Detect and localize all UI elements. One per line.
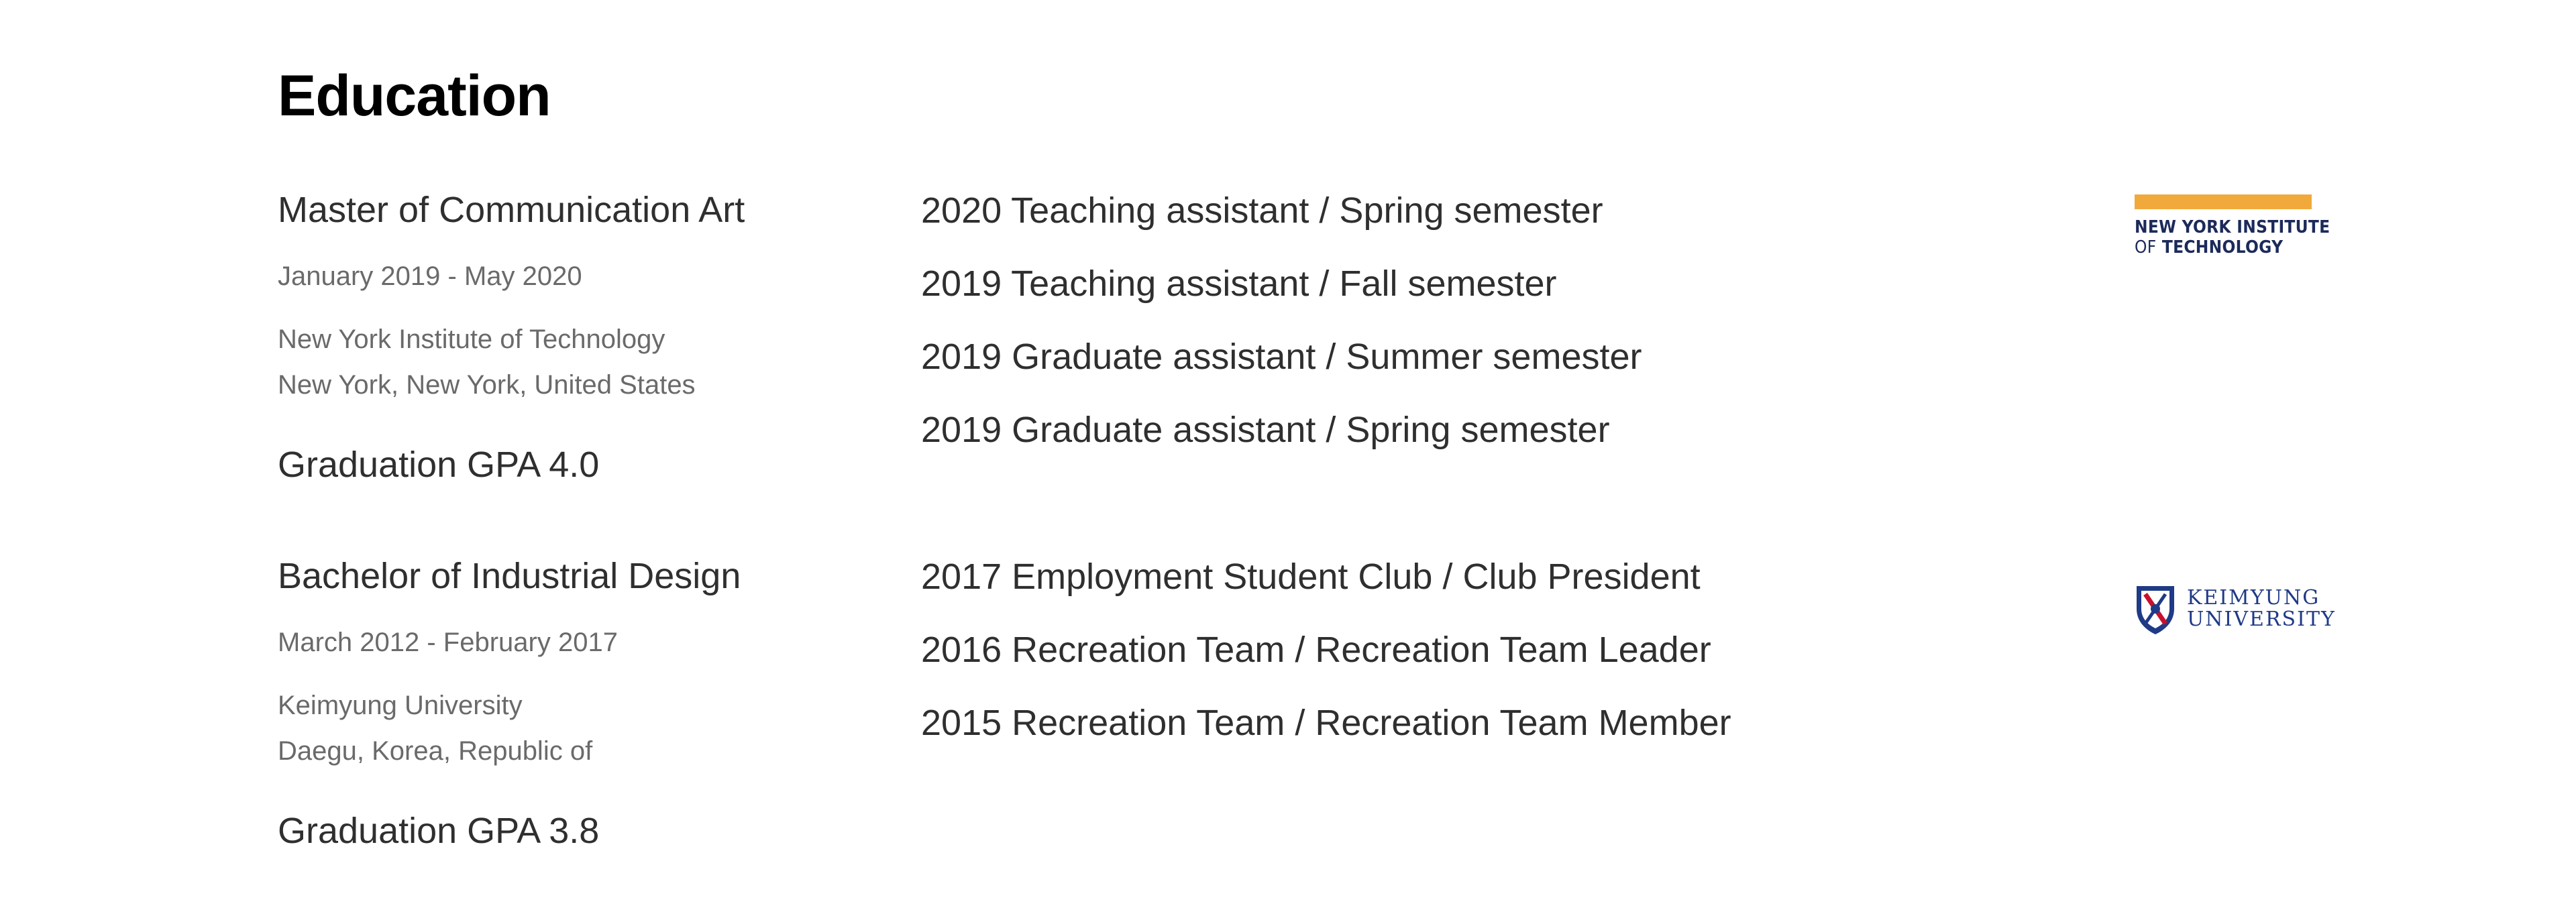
nyit-logo-bar: [2135, 194, 2312, 209]
activity-list: [921, 189, 1642, 481]
keimyung-logo-text: KEIMYUNG UNIVERSITY: [2187, 586, 2336, 631]
nyit-logo-text: NEW YORK INSTITUTE OF TECHNOLOGY: [2135, 217, 2330, 257]
activity-item: 2015 Recreation Team / Recreation Team Member: [921, 703, 1731, 743]
keimyung-logo: [2133, 582, 2336, 638]
keimyung-shield-icon: [2133, 582, 2178, 636]
activity-item: 2016 Recreation Team / Recreation Team Leader: [921, 630, 1711, 670]
degree-dates: March 2012 - February 2017: [278, 628, 618, 657]
degree-title: Bachelor of Industrial Design: [278, 556, 741, 596]
school-name: Keimyung University: [278, 691, 523, 720]
graduation-gpa: Graduation GPA 3.8: [278, 811, 600, 851]
section-title: Education: [278, 64, 551, 128]
activity-item: 2019 Graduate assistant / Spring semester: [921, 410, 1610, 450]
degree-title: Master of Communication Art: [278, 190, 745, 230]
school-location: New York, New York, United States: [278, 370, 696, 400]
education-entry-bachelor: [0, 555, 2576, 904]
activity-item: 2019 Graduate assistant / Summer semester: [921, 337, 1642, 377]
education-entry-master: [0, 189, 2576, 538]
degree-dates: January 2019 - May 2020: [278, 262, 582, 291]
activity-item: 2019 Teaching assistant / Fall semester: [921, 264, 1557, 304]
school-location: Daegu, Korea, Republic of: [278, 736, 593, 766]
activity-list: [921, 555, 1731, 774]
nyit-logo: [2135, 194, 2330, 262]
activity-item: 2017 Employment Student Club / Club President: [921, 557, 1701, 597]
activity-item: 2020 Teaching assistant / Spring semester: [921, 190, 1603, 231]
school-name: New York Institute of Technology: [278, 325, 665, 354]
graduation-gpa: Graduation GPA 4.0: [278, 445, 600, 485]
